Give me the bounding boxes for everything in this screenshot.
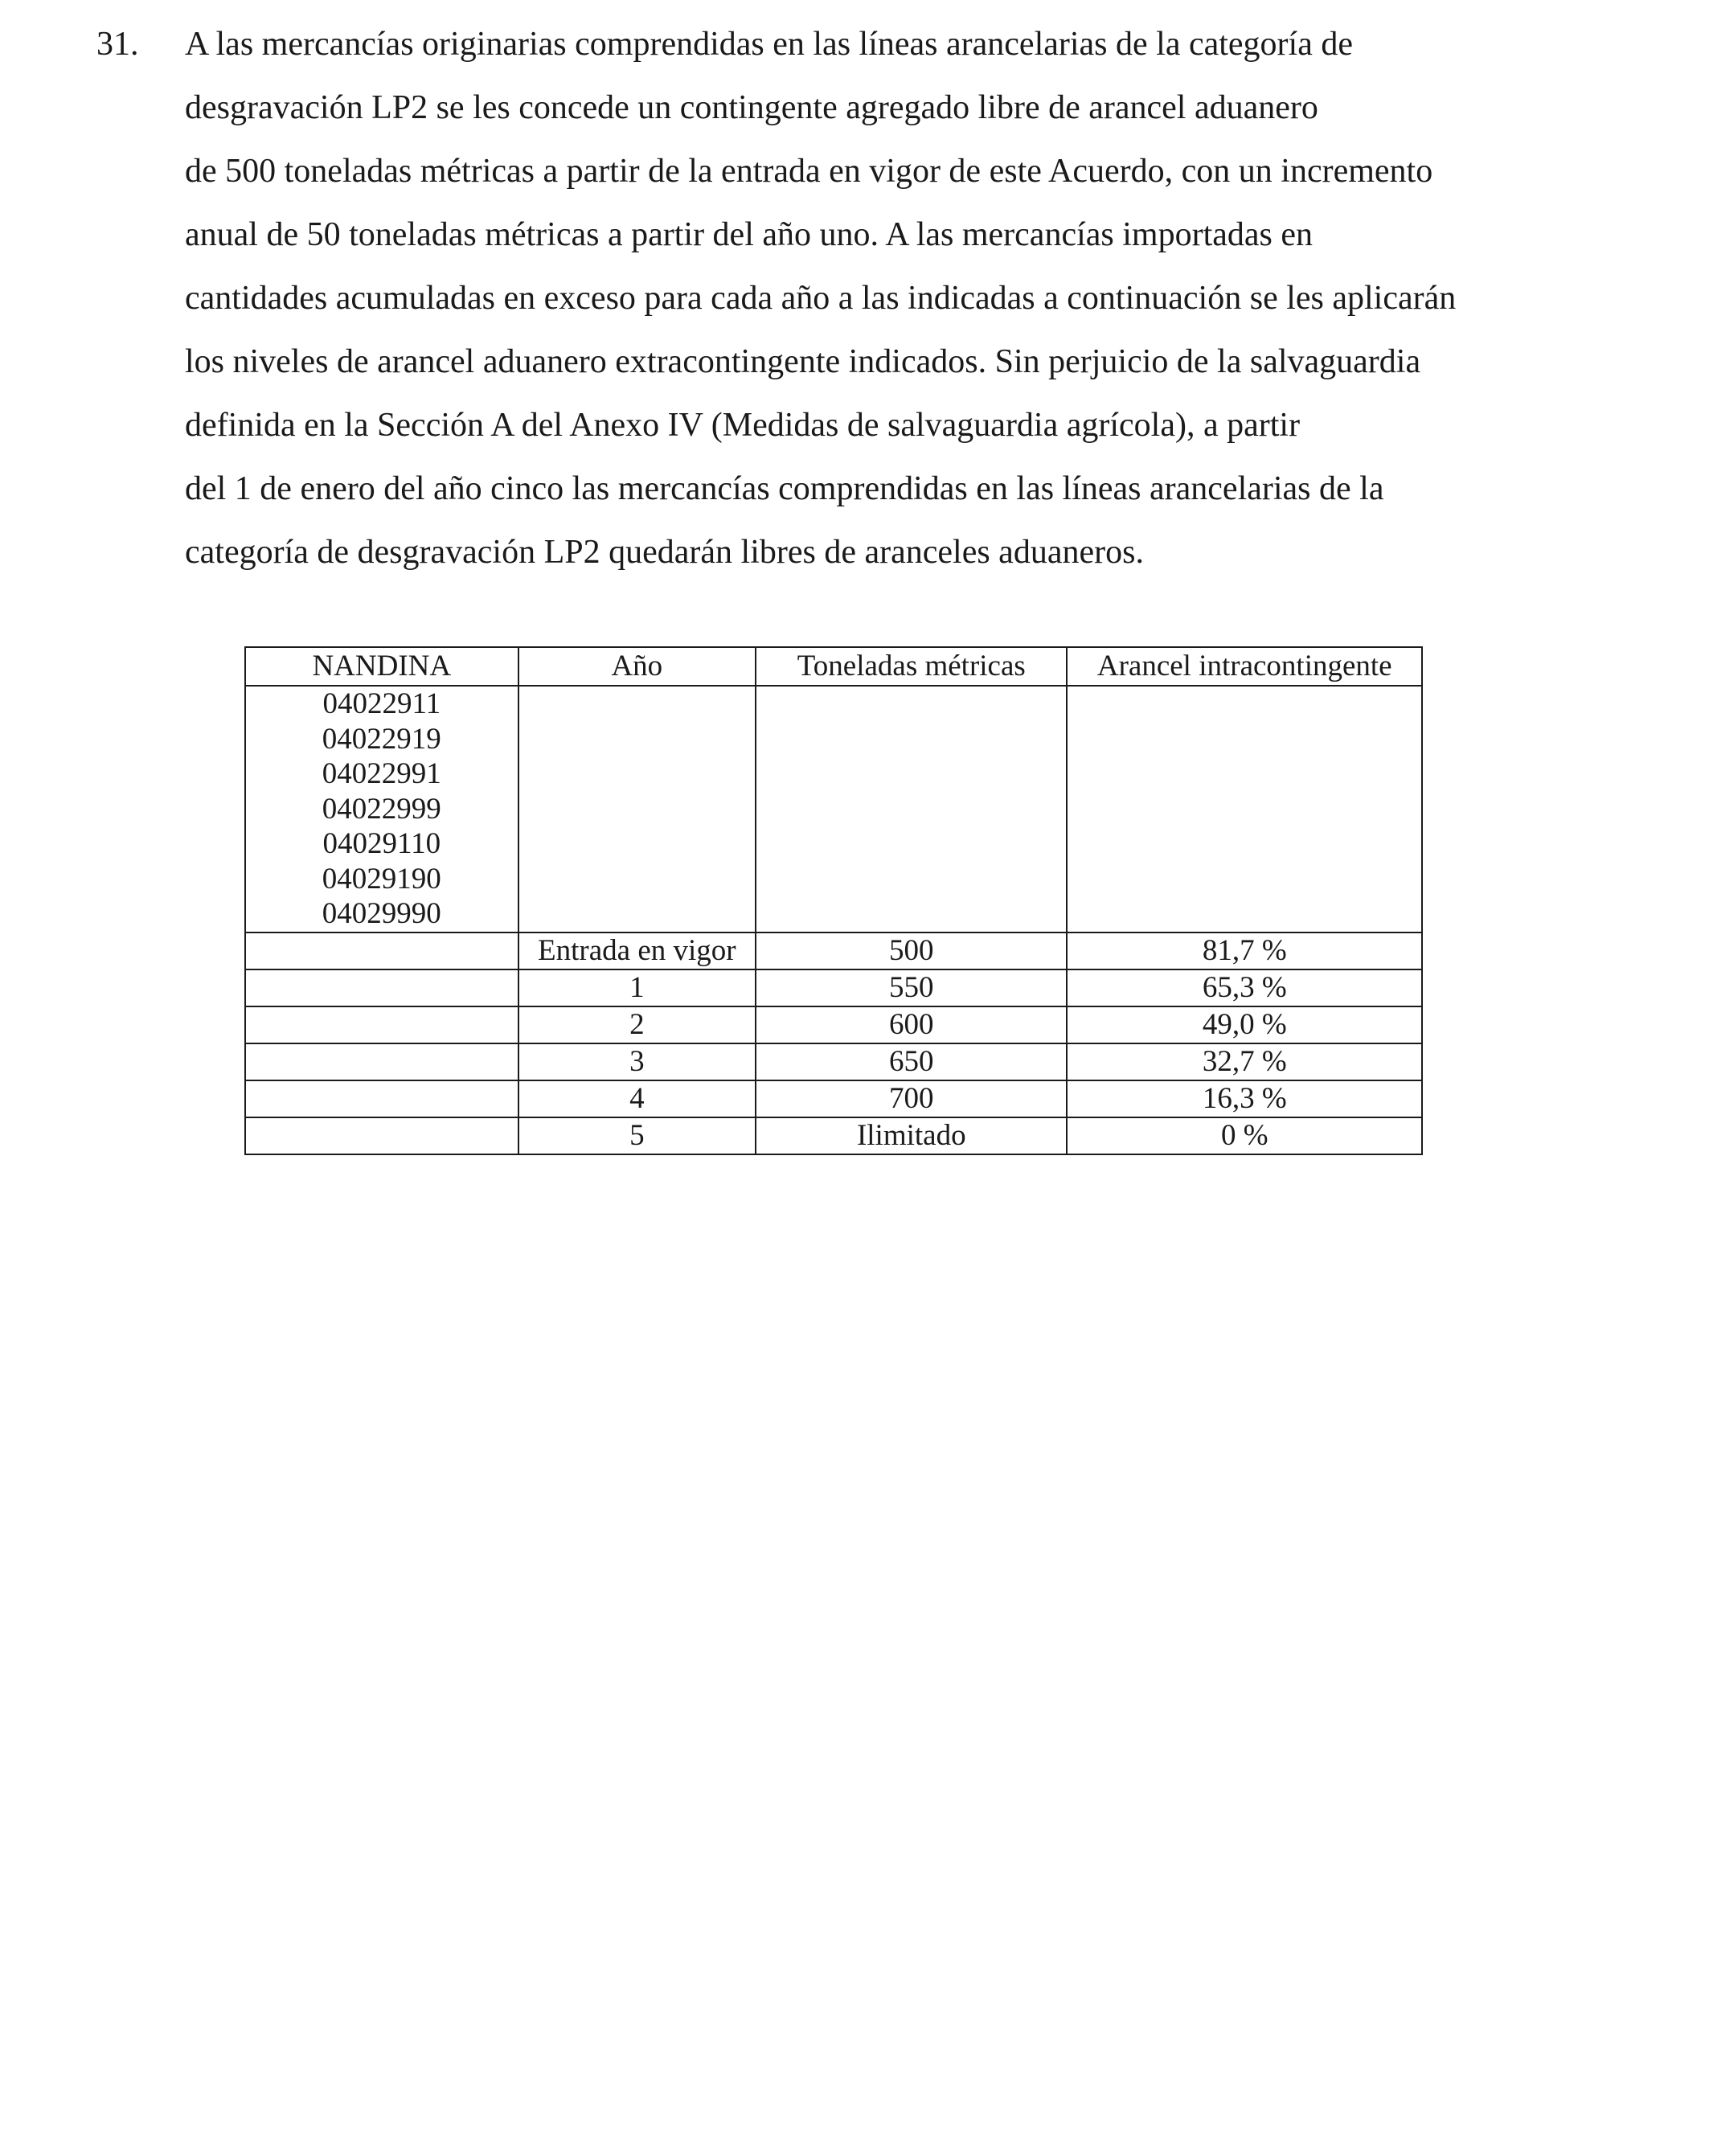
empty-cell bbox=[756, 686, 1067, 932]
empty-cell bbox=[245, 932, 518, 969]
tariff-quota-table bbox=[244, 646, 1423, 1155]
tariff-cell: 16,3 % bbox=[1067, 1080, 1422, 1117]
year-cell: 4 bbox=[518, 1080, 756, 1117]
empty-cell bbox=[245, 969, 518, 1006]
table-row bbox=[245, 969, 1422, 1006]
tons-cell: 600 bbox=[756, 1006, 1067, 1043]
paragraph-text bbox=[185, 13, 1624, 584]
tons-cell: 650 bbox=[756, 1043, 1067, 1080]
paragraph-line: A las mercancías originarias comprendidas en las líneas arancelarias de la categoría de bbox=[185, 26, 1353, 63]
header-tons: Toneladas métricas bbox=[756, 647, 1067, 686]
paragraph-line: cantidades acumuladas en exceso para cada año a las indicadas a continuación se les aplicarán bbox=[185, 280, 1457, 317]
tons-cell: 550 bbox=[756, 969, 1067, 1006]
empty-cell bbox=[245, 1043, 518, 1080]
paragraph-line: desgravación LP2 se les concede un contingente agregado libre de arancel aduanero bbox=[185, 89, 1318, 126]
header-nandina: NANDINA bbox=[245, 647, 518, 686]
tons-cell: Ilimitado bbox=[756, 1117, 1067, 1154]
nandina-code: 04022999 bbox=[322, 792, 441, 826]
table-row bbox=[245, 1080, 1422, 1117]
table-row bbox=[245, 932, 1422, 969]
empty-cell bbox=[245, 1006, 518, 1043]
tons-cell: 500 bbox=[756, 932, 1067, 969]
tariff-cell: 32,7 % bbox=[1067, 1043, 1422, 1080]
paragraph-line: los niveles de arancel aduanero extracontingente indicados. Sin perjuicio de la salvaguardia bbox=[185, 343, 1421, 380]
table-row bbox=[245, 1043, 1422, 1080]
nandina-code: 04029990 bbox=[322, 897, 441, 930]
header-tariff: Arancel intracontingente bbox=[1067, 647, 1422, 686]
nandina-code: 04022991 bbox=[322, 757, 441, 790]
codes-row bbox=[245, 686, 1422, 932]
nandina-codes-cell bbox=[245, 686, 518, 932]
tons-cell: 700 bbox=[756, 1080, 1067, 1117]
tariff-cell: 81,7 % bbox=[1067, 932, 1422, 969]
table-header-row bbox=[245, 647, 1422, 686]
nandina-code: 04022919 bbox=[322, 722, 441, 756]
paragraph-number: 31. bbox=[96, 26, 139, 63]
nandina-code: 04022911 bbox=[322, 687, 441, 720]
empty-cell bbox=[1067, 686, 1422, 932]
header-year: Año bbox=[518, 647, 756, 686]
tariff-cell: 49,0 % bbox=[1067, 1006, 1422, 1043]
year-cell: 1 bbox=[518, 969, 756, 1006]
year-cell: 5 bbox=[518, 1117, 756, 1154]
empty-cell bbox=[245, 1080, 518, 1117]
paragraph-line: anual de 50 toneladas métricas a partir del año uno. A las mercancías importadas en bbox=[185, 216, 1314, 253]
table-row bbox=[245, 1006, 1422, 1043]
paragraph-line: categoría de desgravación LP2 quedarán libres de aranceles aduaneros. bbox=[185, 534, 1144, 571]
paragraph-line: del 1 de enero del año cinco las mercancías comprendidas en las líneas arancelarias de la bbox=[185, 470, 1384, 507]
table-row bbox=[245, 1117, 1422, 1154]
empty-cell bbox=[245, 1117, 518, 1154]
paragraph-line: de 500 toneladas métricas a partir de la entrada en vigor de este Acuerdo, con un incremento bbox=[185, 153, 1433, 190]
tariff-cell: 65,3 % bbox=[1067, 969, 1422, 1006]
year-cell: Entrada en vigor bbox=[518, 932, 756, 969]
year-cell: 2 bbox=[518, 1006, 756, 1043]
year-cell: 3 bbox=[518, 1043, 756, 1080]
paragraph-line: definida en la Sección A del Anexo IV (Medidas de salvaguardia agrícola), a partir bbox=[185, 407, 1301, 444]
empty-cell bbox=[518, 686, 756, 932]
tariff-cell: 0 % bbox=[1067, 1117, 1422, 1154]
nandina-code: 04029110 bbox=[322, 827, 441, 860]
nandina-code: 04029190 bbox=[322, 862, 441, 896]
